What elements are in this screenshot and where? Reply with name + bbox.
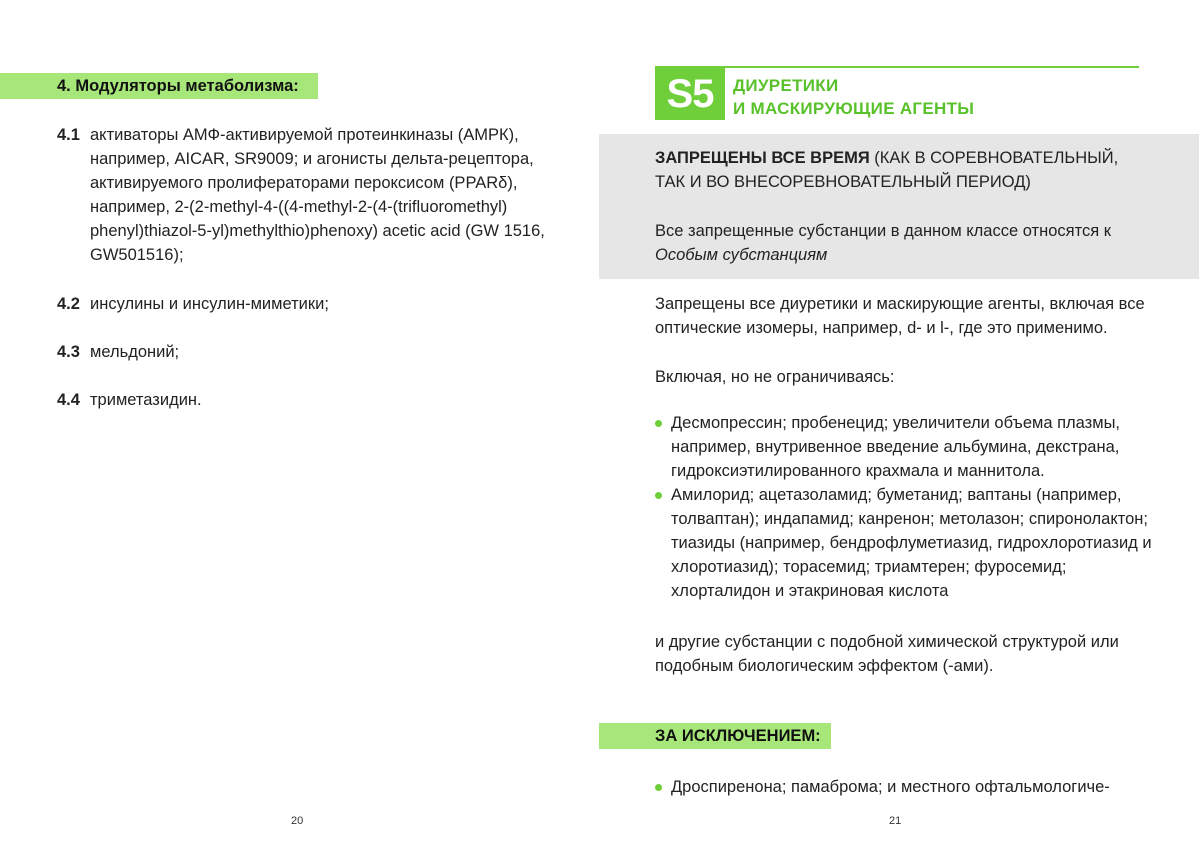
item-number: 4.2 — [57, 295, 80, 313]
list-item — [655, 411, 1155, 483]
section-title-line-1: ДИУРЕТИКИ — [733, 76, 839, 95]
list-item — [655, 483, 1155, 603]
bullet-text: Амилорид; ацетазоламид; буметанид; ваптаны (например, толваптан); индапамид; канренон; метолазон; спиронолактон; тиазиды (например, бендрофлуметиазид, гидрохлоротиазид и хлоротиазид); торасемид; триамтерен; фуросемид; хлорталидон и этакриновая кислота — [671, 486, 1152, 600]
specified-italic: Особым субстанциям — [655, 246, 828, 264]
diuretics-list — [655, 411, 1155, 603]
item-number: 4.1 — [57, 126, 80, 144]
list-item-4-3 — [57, 340, 557, 364]
prohibited-rest: (КАК В СОРЕВНОВАТЕЛЬНЫЙ, ТАК И ВО ВНЕСОРЕВНОВАТЕЛЬНЫЙ ПЕРИОД) — [655, 149, 1119, 191]
list-item-4-2 — [57, 292, 557, 316]
item-text: триметазидин. — [90, 391, 202, 409]
exceptions-list — [655, 775, 1155, 799]
list-item — [655, 775, 1155, 799]
right-page — [599, 0, 1199, 848]
bullet-text: Десмопрессин; пробенецид; увеличители объема плазмы, например, внутривенное введение альбумина, декстрана, гидроксиэтилированного крахмала и маннитола. — [671, 414, 1121, 480]
exceptions-heading: ЗА ИСКЛЮЧЕНИЕМ: — [599, 723, 831, 749]
list-item-4-4 — [57, 388, 557, 412]
item-number: 4.4 — [57, 391, 80, 409]
section-code-badge: S5 — [655, 68, 725, 120]
bullet-icon — [655, 492, 662, 499]
bullet-text: Дроспиренона; памаброма; и местного офтальмологиче- — [671, 778, 1110, 796]
item-text: мельдоний; — [90, 343, 180, 361]
item-number: 4.3 — [57, 343, 80, 361]
intro-paragraph: Запрещены все диуретики и маскирующие агенты, включая все оптические изомеры, например, d- и l-, где это применимо. — [655, 295, 1145, 337]
left-page — [0, 0, 598, 848]
section-title-line-2: И МАСКИРУЮЩИЕ АГЕНТЫ — [733, 99, 975, 118]
page-number-right: 21 — [889, 815, 902, 827]
other-substances-paragraph: и другие субстанции с подобной химической структурой или подобным биологическим эффектом (-ами). — [655, 633, 1119, 675]
item-text: активаторы АМФ-активируемой протеинкиназы (АМРК), например, AICAR, SR9009; и агонисты дельта-рецептора, активируемого пролифераторами пероксисом (PPARδ), например, 2-(2-methyl-4-((4-methyl-2-(4-(trifluoromethyl) phenyl)thiazol-5-yl)methylthio)phenoxy) acetic acid (GW 1516, GW501516); — [90, 126, 545, 264]
section-title — [733, 74, 1133, 120]
section-heading-metabolic-modulators: 4. Модуляторы метаболизма: — [0, 73, 318, 99]
specified-text: Все запрещенные субстанции в данном классе относятся к — [655, 222, 1111, 240]
including-line: Включая, но не ограничиваясь: — [655, 368, 895, 386]
page-number-left: 20 — [291, 815, 304, 827]
bullet-icon — [655, 420, 662, 427]
prohibited-bold: ЗАПРЕЩЕНЫ ВСЕ ВРЕМЯ — [655, 149, 870, 167]
specified-substances-note — [655, 219, 1150, 267]
section-rule — [655, 66, 1139, 68]
prohibited-at-all-times — [655, 146, 1150, 194]
list-item-4-1 — [57, 123, 557, 267]
bullet-icon — [655, 784, 662, 791]
item-text: инсулины и инсулин-миметики; — [90, 295, 329, 313]
